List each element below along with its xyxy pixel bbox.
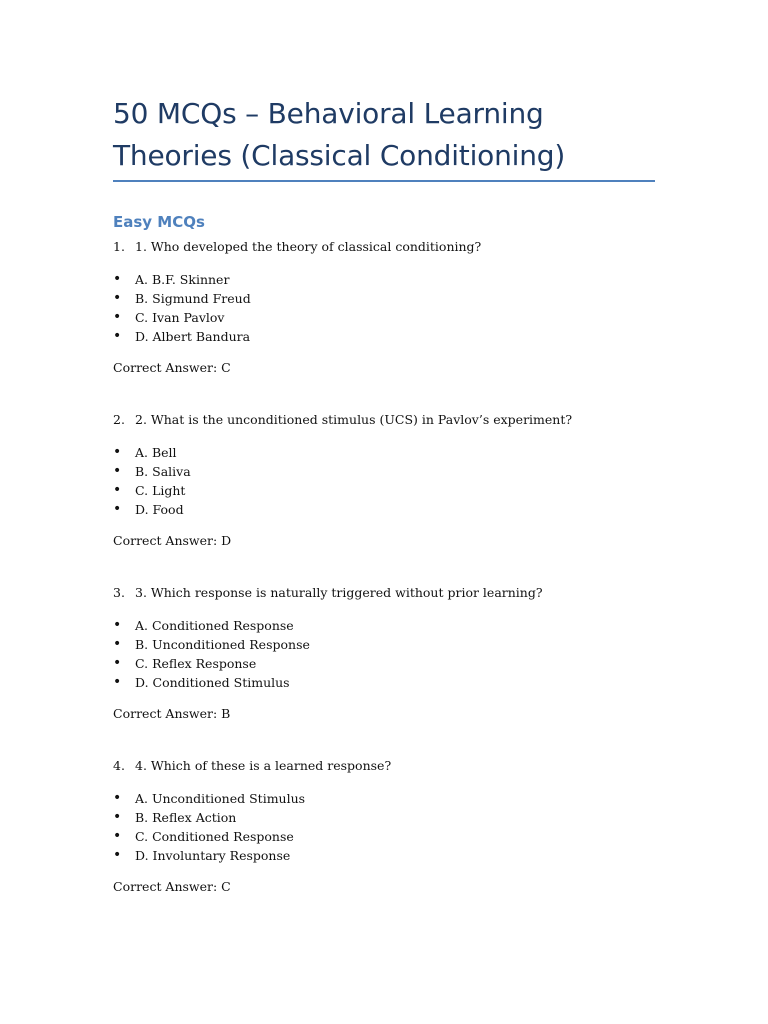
question-number: 4. bbox=[113, 758, 125, 773]
bullet-icon: • bbox=[113, 847, 122, 863]
question-3 bbox=[113, 584, 673, 723]
option-a bbox=[113, 789, 673, 808]
question-1 bbox=[113, 238, 673, 377]
correct-answer: Correct Answer: C bbox=[113, 360, 231, 375]
correct-answer: Correct Answer: D bbox=[113, 533, 232, 548]
option-b bbox=[113, 808, 673, 827]
option-b bbox=[113, 462, 673, 481]
option-b bbox=[113, 635, 673, 654]
question-text: 3. Which response is naturally triggered without prior learning? bbox=[135, 585, 543, 600]
question-2 bbox=[113, 411, 673, 550]
bullet-icon: • bbox=[113, 463, 122, 479]
bullet-icon: • bbox=[113, 444, 122, 460]
option-c bbox=[113, 654, 673, 673]
question-number: 1. bbox=[113, 239, 125, 254]
option-text: A. Conditioned Response bbox=[135, 618, 294, 633]
title-underline-rule bbox=[113, 180, 655, 182]
option-text: B. Saliva bbox=[135, 464, 191, 479]
question-line bbox=[113, 238, 673, 256]
option-d bbox=[113, 673, 673, 692]
option-text: C. Ivan Pavlov bbox=[135, 310, 225, 325]
option-text: A. B.F. Skinner bbox=[135, 272, 230, 287]
option-text: A. Unconditioned Stimulus bbox=[135, 791, 306, 806]
option-a bbox=[113, 616, 673, 635]
option-c bbox=[113, 308, 673, 327]
correct-answer: Correct Answer: B bbox=[113, 706, 231, 721]
option-d bbox=[113, 327, 673, 346]
bullet-icon: • bbox=[113, 309, 122, 325]
option-c bbox=[113, 481, 673, 500]
question-number: 3. bbox=[113, 585, 125, 600]
bullet-icon: • bbox=[113, 809, 122, 825]
bullet-icon: • bbox=[113, 271, 122, 287]
question-line bbox=[113, 411, 673, 429]
section-heading-easy: Easy MCQs bbox=[113, 213, 205, 231]
bullet-icon: • bbox=[113, 501, 122, 517]
option-text: D. Food bbox=[135, 502, 184, 517]
question-text: 4. Which of these is a learned response? bbox=[135, 758, 392, 773]
correct-answer: Correct Answer: C bbox=[113, 879, 231, 894]
document-title bbox=[113, 93, 673, 177]
option-d bbox=[113, 846, 673, 865]
option-text: B. Sigmund Freud bbox=[135, 291, 251, 306]
question-number: 2. bbox=[113, 412, 125, 427]
option-text: C. Light bbox=[135, 483, 186, 498]
options-list bbox=[113, 616, 673, 692]
bullet-icon: • bbox=[113, 617, 122, 633]
bullet-icon: • bbox=[113, 828, 122, 844]
options-list bbox=[113, 789, 673, 865]
bullet-icon: • bbox=[113, 482, 122, 498]
option-text: D. Involuntary Response bbox=[135, 848, 291, 863]
options-list bbox=[113, 270, 673, 346]
option-text: A. Bell bbox=[135, 445, 177, 460]
option-text: C. Reflex Response bbox=[135, 656, 257, 671]
option-a bbox=[113, 443, 673, 462]
option-text: D. Conditioned Stimulus bbox=[135, 675, 290, 690]
question-text: 1. Who developed the theory of classical conditioning? bbox=[135, 239, 482, 254]
question-text: 2. What is the unconditioned stimulus (UCS) in Pavlov’s experiment? bbox=[135, 412, 573, 427]
option-d bbox=[113, 500, 673, 519]
question-4 bbox=[113, 757, 673, 896]
question-line bbox=[113, 584, 673, 602]
bullet-icon: • bbox=[113, 290, 122, 306]
title-line-1: 50 MCQs – Behavioral Learning bbox=[113, 97, 544, 130]
bullet-icon: • bbox=[113, 790, 122, 806]
option-c bbox=[113, 827, 673, 846]
option-text: D. Albert Bandura bbox=[135, 329, 251, 344]
question-line bbox=[113, 757, 673, 775]
bullet-icon: • bbox=[113, 636, 122, 652]
bullet-icon: • bbox=[113, 328, 122, 344]
title-line-2: Theories (Classical Conditioning) bbox=[113, 139, 566, 172]
option-text: B. Unconditioned Response bbox=[135, 637, 310, 652]
option-text: C. Conditioned Response bbox=[135, 829, 294, 844]
options-list bbox=[113, 443, 673, 519]
option-text: B. Reflex Action bbox=[135, 810, 237, 825]
option-a bbox=[113, 270, 673, 289]
bullet-icon: • bbox=[113, 674, 122, 690]
bullet-icon: • bbox=[113, 655, 122, 671]
option-b bbox=[113, 289, 673, 308]
